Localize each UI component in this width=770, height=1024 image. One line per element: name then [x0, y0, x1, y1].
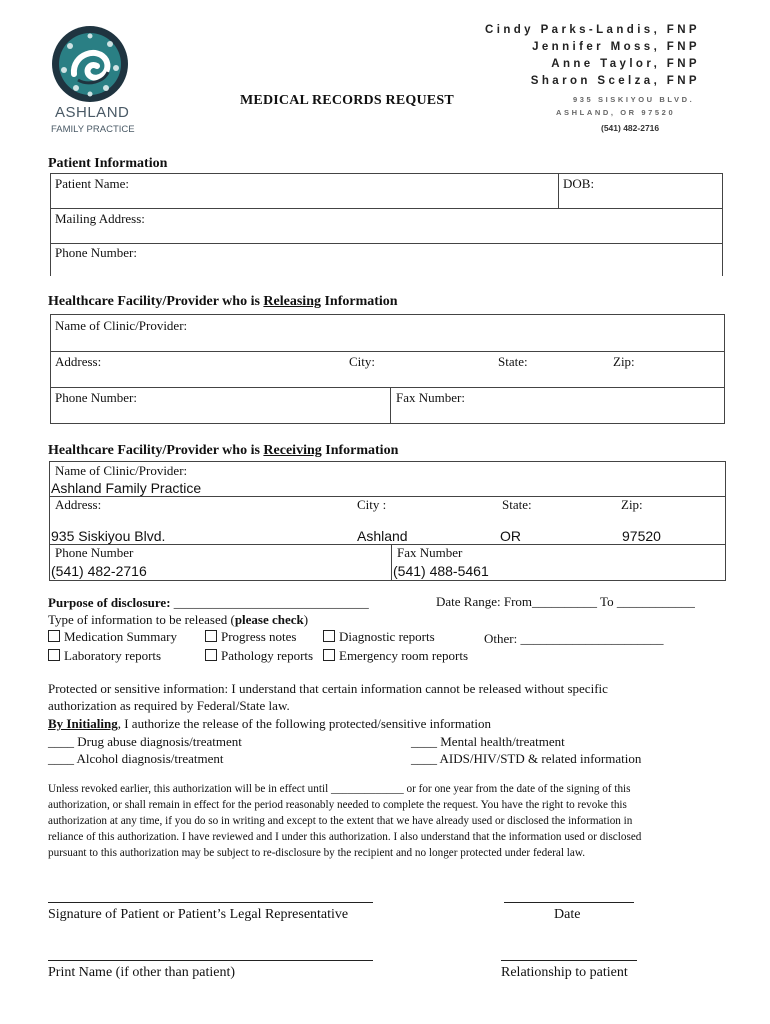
releasing-clinic-field[interactable]: Name of Clinic/Provider:: [55, 318, 188, 333]
provider-name: Anne Taylor, FNP: [551, 58, 700, 70]
initialing-statement: By Initialing, I authorize the release of the following protected/sensitive information: [48, 716, 491, 731]
checkbox-icon: [323, 649, 335, 661]
receiving-fax-value[interactable]: (541) 488-5461: [393, 563, 489, 579]
patient-section-title: Patient Information: [48, 156, 168, 171]
receiving-zip-value[interactable]: 97520: [622, 528, 661, 544]
practice-address-line1: 935 SISKIYOU BLVD.: [573, 95, 695, 104]
checkbox-laboratory-reports[interactable]: Laboratory reports: [48, 648, 161, 664]
relationship-line[interactable]: [501, 960, 637, 961]
checkbox-icon: [205, 649, 217, 661]
practice-phone: (541) 482-2716: [601, 123, 660, 133]
receiving-phone-value[interactable]: (541) 482-2716: [51, 563, 147, 579]
checkbox-icon: [48, 630, 60, 642]
date-range-field[interactable]: Date Range: From__________ To ____________: [436, 594, 695, 609]
initial-drug-abuse[interactable]: ____ Drug abuse diagnosis/treatment: [48, 734, 242, 749]
receiving-info-box: [49, 461, 726, 581]
receiving-phone-label: Phone Number: [55, 545, 134, 560]
print-name-label: Print Name (if other than patient): [48, 965, 235, 980]
authorization-paragraph: [48, 781, 728, 861]
releasing-address-field[interactable]: Address:: [55, 354, 102, 369]
logo-emblem-icon: [50, 24, 130, 104]
receiving-city-label: City :: [357, 497, 387, 512]
patient-name-field[interactable]: Patient Name:: [55, 176, 130, 191]
receiving-address-value[interactable]: 935 Siskiyou Blvd.: [51, 528, 166, 544]
checkbox-diagnostic-reports[interactable]: Diagnostic reports: [323, 629, 435, 645]
checkbox-medication-summary[interactable]: Medication Summary: [48, 629, 177, 645]
releasing-fax-field[interactable]: Fax Number:: [396, 390, 465, 405]
provider-name: Sharon Scelza, FNP: [530, 75, 700, 87]
practice-address-line2: ASHLAND, OR 97520: [556, 108, 676, 117]
signature-line[interactable]: [48, 902, 373, 903]
receiving-address-label: Address:: [55, 497, 102, 512]
initial-mental-health[interactable]: ____ Mental health/treatment: [411, 734, 565, 749]
releasing-section-title: Healthcare Facility/Provider who is Releasing Information: [48, 294, 398, 309]
receiving-city-value[interactable]: Ashland: [357, 528, 408, 544]
logo-subtitle: FAMILY PRACTICE: [51, 124, 135, 135]
releasing-city-field[interactable]: City:: [349, 354, 376, 369]
authorization-line: pursuant to this authorization may be subject to re-disclosure by the recipient and no longer protected under federal law.: [48, 847, 586, 859]
print-name-line[interactable]: [48, 960, 373, 961]
receiving-state-label: State:: [502, 497, 532, 512]
receiving-fax-label: Fax Number: [397, 545, 463, 560]
date-label: Date: [554, 907, 581, 922]
provider-name: Cindy Parks-Landis, FNP: [485, 24, 700, 36]
checkbox-emergency-room-reports[interactable]: Emergency room reports: [323, 648, 468, 664]
logo-name: ASHLAND: [55, 104, 130, 121]
authorization-line: authorization, or shall remain in effect for the period reasonably needed to complete the request. You have the right to revoke this: [48, 799, 627, 811]
checkbox-icon: [323, 630, 335, 642]
provider-list: [485, 22, 700, 90]
patient-dob-field[interactable]: DOB:: [563, 176, 595, 191]
date-line[interactable]: [504, 902, 634, 903]
receiving-state-value[interactable]: OR: [500, 528, 521, 544]
relationship-label: Relationship to patient: [501, 965, 628, 980]
receiving-section-title: Healthcare Facility/Provider who is Receiving Information: [48, 443, 399, 458]
receiving-clinic-value[interactable]: Ashland Family Practice: [51, 480, 202, 496]
purpose-of-disclosure[interactable]: Purpose of disclosure: ______________________________: [48, 595, 369, 610]
provider-name: Jennifer Moss, FNP: [532, 41, 700, 53]
practice-logo: [50, 24, 130, 104]
page-title: MEDICAL RECORDS REQUEST: [240, 93, 454, 108]
other-info-field[interactable]: Other: ______________________: [484, 631, 664, 646]
patient-info-box: [50, 173, 723, 276]
patient-address-field[interactable]: Mailing Address:: [55, 211, 145, 226]
sensitive-intro-line1: Protected or sensitive information: I understand that certain information cannot be released without specific: [48, 681, 608, 696]
initial-alcohol[interactable]: ____ Alcohol diagnosis/treatment: [48, 751, 224, 766]
checkbox-progress-notes[interactable]: Progress notes: [205, 629, 296, 645]
signature-label: Signature of Patient or Patient’s Legal Representative: [48, 907, 349, 922]
patient-phone-field[interactable]: Phone Number:: [55, 245, 137, 260]
authorization-line: authorization at any time, if you do so in writing and except to the extent that we have already used or disclosed the information in: [48, 815, 633, 827]
releasing-state-field[interactable]: State:: [498, 354, 528, 369]
releasing-phone-field[interactable]: Phone Number:: [55, 390, 137, 405]
checkbox-icon: [205, 630, 217, 642]
sensitive-intro-line2: authorization as required by Federal/State law.: [48, 698, 290, 713]
releasing-zip-field[interactable]: Zip:: [613, 354, 635, 369]
authorization-line: reliance of this authorization. I have reviewed and I under this authorization. I also understand that the information used or disclosed: [48, 831, 642, 843]
authorization-line: Unless revoked earlier, this authorization will be in effect until _____________ or for one year from the date of the signing of this: [48, 783, 631, 795]
receiving-clinic-label: Name of Clinic/Provider:: [55, 463, 188, 478]
checkbox-pathology-reports[interactable]: Pathology reports: [205, 648, 313, 664]
initial-aids-hiv-std[interactable]: ____ AIDS/HIV/STD & related information: [411, 751, 642, 766]
receiving-zip-label: Zip:: [621, 497, 643, 512]
checkbox-icon: [48, 649, 60, 661]
info-type-heading: Type of information to be released (please check): [48, 612, 309, 627]
